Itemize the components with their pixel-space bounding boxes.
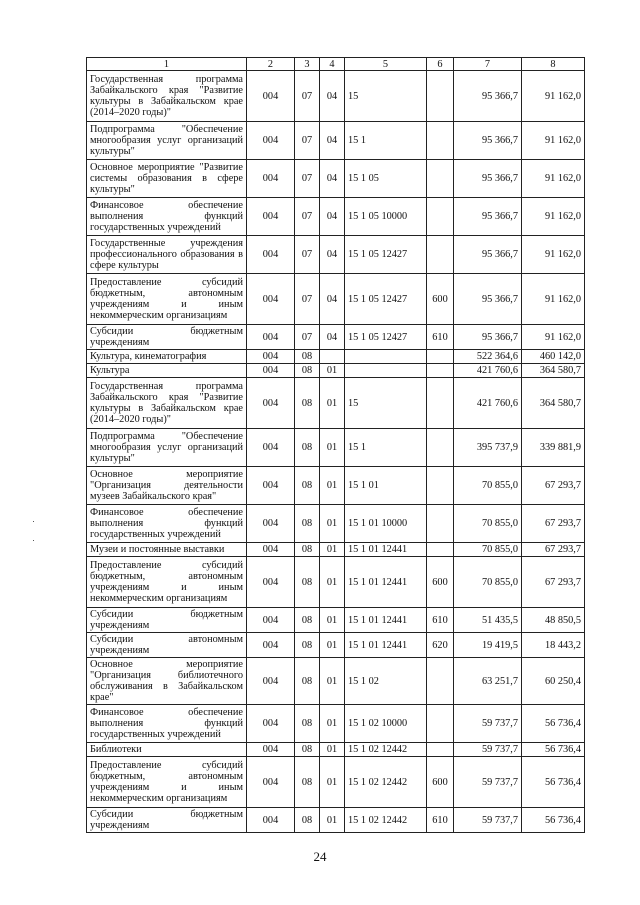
table-row bbox=[87, 71, 585, 122]
expense-type-cell bbox=[427, 429, 454, 467]
table-row bbox=[87, 543, 585, 557]
section-cell: 08 bbox=[295, 633, 320, 658]
expense-type-cell bbox=[427, 122, 454, 160]
target-article-cell: 15 1 02 12442 bbox=[345, 757, 427, 808]
amount-col7-cell: 95 366,7 bbox=[454, 71, 522, 122]
section-cell: 07 bbox=[295, 274, 320, 325]
expense-type-cell bbox=[427, 160, 454, 198]
amount-col8-cell: 91 162,0 bbox=[522, 198, 585, 236]
target-article-cell: 15 1 05 12427 bbox=[345, 325, 427, 350]
ministry-code-cell: 004 bbox=[247, 71, 295, 122]
expense-type-cell bbox=[427, 743, 454, 757]
amount-col8-cell: 48 850,5 bbox=[522, 608, 585, 633]
column-header: 6 bbox=[427, 58, 454, 71]
table-row bbox=[87, 658, 585, 705]
ministry-code-cell: 004 bbox=[247, 467, 295, 505]
table-row bbox=[87, 364, 585, 378]
amount-col8-cell: 364 580,7 bbox=[522, 364, 585, 378]
amount-col7-cell: 70 855,0 bbox=[454, 557, 522, 608]
ministry-code-cell: 004 bbox=[247, 705, 295, 743]
target-article-cell: 15 1 02 bbox=[345, 658, 427, 705]
ministry-code-cell: 004 bbox=[247, 274, 295, 325]
ministry-code-cell: 004 bbox=[247, 543, 295, 557]
section-cell: 07 bbox=[295, 198, 320, 236]
expense-type-cell bbox=[427, 505, 454, 543]
target-article-cell: 15 1 01 12441 bbox=[345, 557, 427, 608]
section-cell: 08 bbox=[295, 429, 320, 467]
expense-type-cell: 610 bbox=[427, 325, 454, 350]
column-header: 3 bbox=[295, 58, 320, 71]
amount-col7-cell: 19 419,5 bbox=[454, 633, 522, 658]
table-row bbox=[87, 505, 585, 543]
row-name-cell: Субсидии бюджетным учреждениям bbox=[87, 808, 247, 833]
subsection-cell: 01 bbox=[320, 658, 345, 705]
expense-type-cell bbox=[427, 71, 454, 122]
ministry-code-cell: 004 bbox=[247, 808, 295, 833]
target-article-cell: 15 1 05 bbox=[345, 160, 427, 198]
amount-col8-cell: 56 736,4 bbox=[522, 743, 585, 757]
table-row bbox=[87, 633, 585, 658]
scan-speck bbox=[33, 521, 34, 522]
table-row bbox=[87, 378, 585, 429]
ministry-code-cell: 004 bbox=[247, 236, 295, 274]
column-header: 1 bbox=[87, 58, 247, 71]
subsection-cell: 01 bbox=[320, 505, 345, 543]
table-row bbox=[87, 557, 585, 608]
target-article-cell bbox=[345, 350, 427, 364]
section-cell: 07 bbox=[295, 160, 320, 198]
row-name-cell: Субсидии бюджетным учреждениям bbox=[87, 325, 247, 350]
subsection-cell: 01 bbox=[320, 378, 345, 429]
amount-col7-cell: 95 366,7 bbox=[454, 274, 522, 325]
target-article-cell: 15 1 01 12441 bbox=[345, 543, 427, 557]
subsection-cell: 04 bbox=[320, 236, 345, 274]
table-row bbox=[87, 198, 585, 236]
row-name-cell: Государственная программа Забайкальского края "Развитие культуры в Забайкальском крае (2014–2020 годы)" bbox=[87, 71, 247, 122]
table-row bbox=[87, 429, 585, 467]
table-row bbox=[87, 757, 585, 808]
table-row bbox=[87, 160, 585, 198]
subsection-cell: 04 bbox=[320, 71, 345, 122]
section-cell: 08 bbox=[295, 378, 320, 429]
table-row bbox=[87, 608, 585, 633]
ministry-code-cell: 004 bbox=[247, 160, 295, 198]
ministry-code-cell: 004 bbox=[247, 557, 295, 608]
subsection-cell: 01 bbox=[320, 743, 345, 757]
amount-col7-cell: 95 366,7 bbox=[454, 325, 522, 350]
amount-col7-cell: 95 366,7 bbox=[454, 160, 522, 198]
amount-col7-cell: 522 364,6 bbox=[454, 350, 522, 364]
table-row bbox=[87, 122, 585, 160]
section-cell: 08 bbox=[295, 743, 320, 757]
expense-type-cell: 600 bbox=[427, 274, 454, 325]
row-name-cell: Основное мероприятие "Развитие системы образования в сфере культуры" bbox=[87, 160, 247, 198]
expense-type-cell bbox=[427, 350, 454, 364]
target-article-cell: 15 1 02 12442 bbox=[345, 808, 427, 833]
row-name-cell: Музеи и постоянные выставки bbox=[87, 543, 247, 557]
amount-col8-cell: 91 162,0 bbox=[522, 236, 585, 274]
ministry-code-cell: 004 bbox=[247, 198, 295, 236]
section-cell: 08 bbox=[295, 364, 320, 378]
ministry-code-cell: 004 bbox=[247, 350, 295, 364]
section-cell: 07 bbox=[295, 122, 320, 160]
amount-col7-cell: 59 737,7 bbox=[454, 743, 522, 757]
subsection-cell: 04 bbox=[320, 160, 345, 198]
amount-col8-cell: 460 142,0 bbox=[522, 350, 585, 364]
subsection-cell bbox=[320, 350, 345, 364]
amount-col8-cell: 91 162,0 bbox=[522, 274, 585, 325]
table-row bbox=[87, 705, 585, 743]
section-cell: 08 bbox=[295, 467, 320, 505]
row-name-cell: Предоставление субсидий бюджетным, автономным учреждениям и иным некоммерческим организациям bbox=[87, 757, 247, 808]
table-header-row bbox=[87, 58, 585, 71]
row-name-cell: Культура bbox=[87, 364, 247, 378]
section-cell: 08 bbox=[295, 505, 320, 543]
amount-col8-cell: 91 162,0 bbox=[522, 325, 585, 350]
amount-col8-cell: 18 443,2 bbox=[522, 633, 585, 658]
expense-type-cell: 610 bbox=[427, 808, 454, 833]
amount-col8-cell: 56 736,4 bbox=[522, 705, 585, 743]
subsection-cell: 01 bbox=[320, 467, 345, 505]
ministry-code-cell: 004 bbox=[247, 429, 295, 467]
target-article-cell: 15 1 01 12441 bbox=[345, 633, 427, 658]
section-cell: 07 bbox=[295, 236, 320, 274]
subsection-cell: 01 bbox=[320, 429, 345, 467]
subsection-cell: 04 bbox=[320, 325, 345, 350]
row-name-cell: Государственная программа Забайкальского края "Развитие культуры в Забайкальском крае (2014–2020 годы)" bbox=[87, 378, 247, 429]
target-article-cell: 15 bbox=[345, 71, 427, 122]
amount-col7-cell: 63 251,7 bbox=[454, 658, 522, 705]
section-cell: 08 bbox=[295, 543, 320, 557]
subsection-cell: 01 bbox=[320, 808, 345, 833]
table-row bbox=[87, 325, 585, 350]
ministry-code-cell: 004 bbox=[247, 658, 295, 705]
row-name-cell: Основное мероприятие "Организация библиотечного обслуживания в Забайкальском крае" bbox=[87, 658, 247, 705]
ministry-code-cell: 004 bbox=[247, 325, 295, 350]
amount-col7-cell: 395 737,9 bbox=[454, 429, 522, 467]
amount-col7-cell: 95 366,7 bbox=[454, 198, 522, 236]
section-cell: 08 bbox=[295, 557, 320, 608]
table-row bbox=[87, 808, 585, 833]
section-cell: 07 bbox=[295, 71, 320, 122]
subsection-cell: 01 bbox=[320, 364, 345, 378]
row-name-cell: Предоставление субсидий бюджетным, автономным учреждениям и иным некоммерческим организациям bbox=[87, 274, 247, 325]
subsection-cell: 01 bbox=[320, 757, 345, 808]
amount-col7-cell: 70 855,0 bbox=[454, 505, 522, 543]
amount-col7-cell: 59 737,7 bbox=[454, 808, 522, 833]
amount-col7-cell: 59 737,7 bbox=[454, 705, 522, 743]
page-number: 24 bbox=[313, 849, 327, 864]
target-article-cell: 15 1 bbox=[345, 122, 427, 160]
section-cell: 08 bbox=[295, 705, 320, 743]
ministry-code-cell: 004 bbox=[247, 743, 295, 757]
table-row bbox=[87, 236, 585, 274]
section-cell: 08 bbox=[295, 608, 320, 633]
expense-type-cell: 600 bbox=[427, 757, 454, 808]
table-row bbox=[87, 467, 585, 505]
row-name-cell: Основное мероприятие "Организация деятельности музеев Забайкальского края" bbox=[87, 467, 247, 505]
target-article-cell: 15 bbox=[345, 378, 427, 429]
table-row bbox=[87, 743, 585, 757]
ministry-code-cell: 004 bbox=[247, 757, 295, 808]
amount-col8-cell: 67 293,7 bbox=[522, 505, 585, 543]
subsection-cell: 01 bbox=[320, 633, 345, 658]
amount-col7-cell: 59 737,7 bbox=[454, 757, 522, 808]
scan-speck bbox=[33, 540, 34, 541]
amount-col8-cell: 91 162,0 bbox=[522, 71, 585, 122]
target-article-cell: 15 1 02 10000 bbox=[345, 705, 427, 743]
expense-type-cell bbox=[427, 705, 454, 743]
expense-type-cell bbox=[427, 198, 454, 236]
expense-type-cell bbox=[427, 658, 454, 705]
amount-col8-cell: 67 293,7 bbox=[522, 557, 585, 608]
subsection-cell: 01 bbox=[320, 608, 345, 633]
target-article-cell: 15 1 05 12427 bbox=[345, 236, 427, 274]
target-article-cell: 15 1 01 12441 bbox=[345, 608, 427, 633]
column-header: 4 bbox=[320, 58, 345, 71]
subsection-cell: 01 bbox=[320, 705, 345, 743]
row-name-cell: Финансовое обеспечение выполнения функций государственных учреждений bbox=[87, 705, 247, 743]
amount-col7-cell: 421 760,6 bbox=[454, 364, 522, 378]
expense-type-cell: 600 bbox=[427, 557, 454, 608]
target-article-cell: 15 1 02 12442 bbox=[345, 743, 427, 757]
row-name-cell: Культура, кинематография bbox=[87, 350, 247, 364]
subsection-cell: 01 bbox=[320, 543, 345, 557]
subsection-cell: 04 bbox=[320, 274, 345, 325]
column-header: 7 bbox=[454, 58, 522, 71]
amount-col7-cell: 70 855,0 bbox=[454, 543, 522, 557]
table-row bbox=[87, 350, 585, 364]
ministry-code-cell: 004 bbox=[247, 633, 295, 658]
amount-col8-cell: 56 736,4 bbox=[522, 808, 585, 833]
ministry-code-cell: 004 bbox=[247, 505, 295, 543]
amount-col8-cell: 91 162,0 bbox=[522, 122, 585, 160]
target-article-cell: 15 1 05 10000 bbox=[345, 198, 427, 236]
table-row bbox=[87, 274, 585, 325]
section-cell: 07 bbox=[295, 325, 320, 350]
ministry-code-cell: 004 bbox=[247, 608, 295, 633]
amount-col8-cell: 60 250,4 bbox=[522, 658, 585, 705]
amount-col8-cell: 67 293,7 bbox=[522, 467, 585, 505]
expense-type-cell bbox=[427, 378, 454, 429]
amount-col7-cell: 70 855,0 bbox=[454, 467, 522, 505]
section-cell: 08 bbox=[295, 658, 320, 705]
expense-type-cell: 620 bbox=[427, 633, 454, 658]
ministry-code-cell: 004 bbox=[247, 122, 295, 160]
expense-type-cell bbox=[427, 467, 454, 505]
target-article-cell: 15 1 bbox=[345, 429, 427, 467]
section-cell: 08 bbox=[295, 757, 320, 808]
expense-type-cell: 610 bbox=[427, 608, 454, 633]
row-name-cell: Финансовое обеспечение выполнения функций государственных учреждений bbox=[87, 505, 247, 543]
row-name-cell: Финансовое обеспечение выполнения функций государственных учреждений bbox=[87, 198, 247, 236]
column-header: 5 bbox=[345, 58, 427, 71]
budget-table bbox=[86, 57, 585, 833]
amount-col8-cell: 91 162,0 bbox=[522, 160, 585, 198]
amount-col7-cell: 421 760,6 bbox=[454, 378, 522, 429]
row-name-cell: Подпрограмма "Обеспечение многообразия услуг организаций культуры" bbox=[87, 122, 247, 160]
expense-type-cell bbox=[427, 236, 454, 274]
amount-col8-cell: 56 736,4 bbox=[522, 757, 585, 808]
ministry-code-cell: 004 bbox=[247, 378, 295, 429]
amount-col7-cell: 95 366,7 bbox=[454, 236, 522, 274]
subsection-cell: 04 bbox=[320, 198, 345, 236]
target-article-cell: 15 1 01 10000 bbox=[345, 505, 427, 543]
amount-col7-cell: 51 435,5 bbox=[454, 608, 522, 633]
row-name-cell: Субсидии автономным учреждениям bbox=[87, 633, 247, 658]
column-header: 8 bbox=[522, 58, 585, 71]
row-name-cell: Библиотеки bbox=[87, 743, 247, 757]
amount-col8-cell: 339 881,9 bbox=[522, 429, 585, 467]
ministry-code-cell: 004 bbox=[247, 364, 295, 378]
section-cell: 08 bbox=[295, 350, 320, 364]
target-article-cell: 15 1 05 12427 bbox=[345, 274, 427, 325]
section-cell: 08 bbox=[295, 808, 320, 833]
expense-type-cell bbox=[427, 364, 454, 378]
subsection-cell: 01 bbox=[320, 557, 345, 608]
target-article-cell: 15 1 01 bbox=[345, 467, 427, 505]
amount-col8-cell: 364 580,7 bbox=[522, 378, 585, 429]
amount-col8-cell: 67 293,7 bbox=[522, 543, 585, 557]
row-name-cell: Подпрограмма "Обеспечение многообразия услуг организаций культуры" bbox=[87, 429, 247, 467]
row-name-cell: Предоставление субсидий бюджетным, автономным учреждениям и иным некоммерческим организациям bbox=[87, 557, 247, 608]
amount-col7-cell: 95 366,7 bbox=[454, 122, 522, 160]
column-header: 2 bbox=[247, 58, 295, 71]
expense-type-cell bbox=[427, 543, 454, 557]
subsection-cell: 04 bbox=[320, 122, 345, 160]
target-article-cell bbox=[345, 364, 427, 378]
row-name-cell: Субсидии бюджетным учреждениям bbox=[87, 608, 247, 633]
row-name-cell: Государственные учреждения профессионального образования в сфере культуры bbox=[87, 236, 247, 274]
